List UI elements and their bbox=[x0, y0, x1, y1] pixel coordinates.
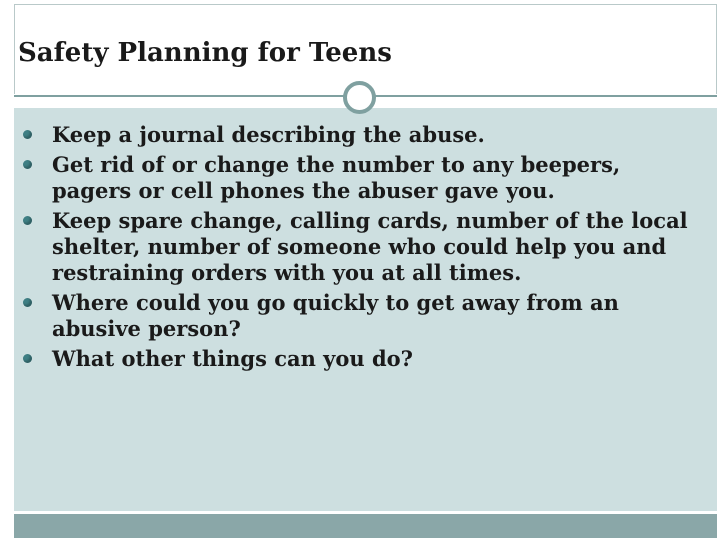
bullet-item bbox=[22, 346, 692, 372]
bullet-item bbox=[22, 122, 692, 148]
bullet-text: Get rid of or change the number to any beepers, pagers or cell phones the abuser gave you. bbox=[52, 152, 621, 203]
bullet-list bbox=[22, 122, 692, 376]
bullet-dot-icon bbox=[23, 298, 32, 307]
bullet-dot-icon bbox=[23, 160, 32, 169]
slide-title: Safety Planning for Teens bbox=[18, 38, 392, 68]
bullet-dot-icon bbox=[23, 130, 32, 139]
footer-bar bbox=[14, 514, 717, 538]
bullet-item bbox=[22, 152, 692, 204]
bullet-text: Where could you go quickly to get away from an abusive person? bbox=[52, 290, 619, 341]
bullet-dot-icon bbox=[23, 354, 32, 363]
circle-ornament-icon bbox=[343, 81, 376, 114]
bullet-text: Keep a journal describing the abuse. bbox=[52, 122, 485, 147]
bullet-text: What other things can you do? bbox=[52, 346, 413, 371]
bullet-item bbox=[22, 290, 692, 342]
bullet-item bbox=[22, 208, 692, 286]
bullet-text: Keep spare change, calling cards, number of the local shelter, number of someone who could help you and restraining orders with you at all times. bbox=[52, 208, 688, 285]
bullet-dot-icon bbox=[23, 216, 32, 225]
